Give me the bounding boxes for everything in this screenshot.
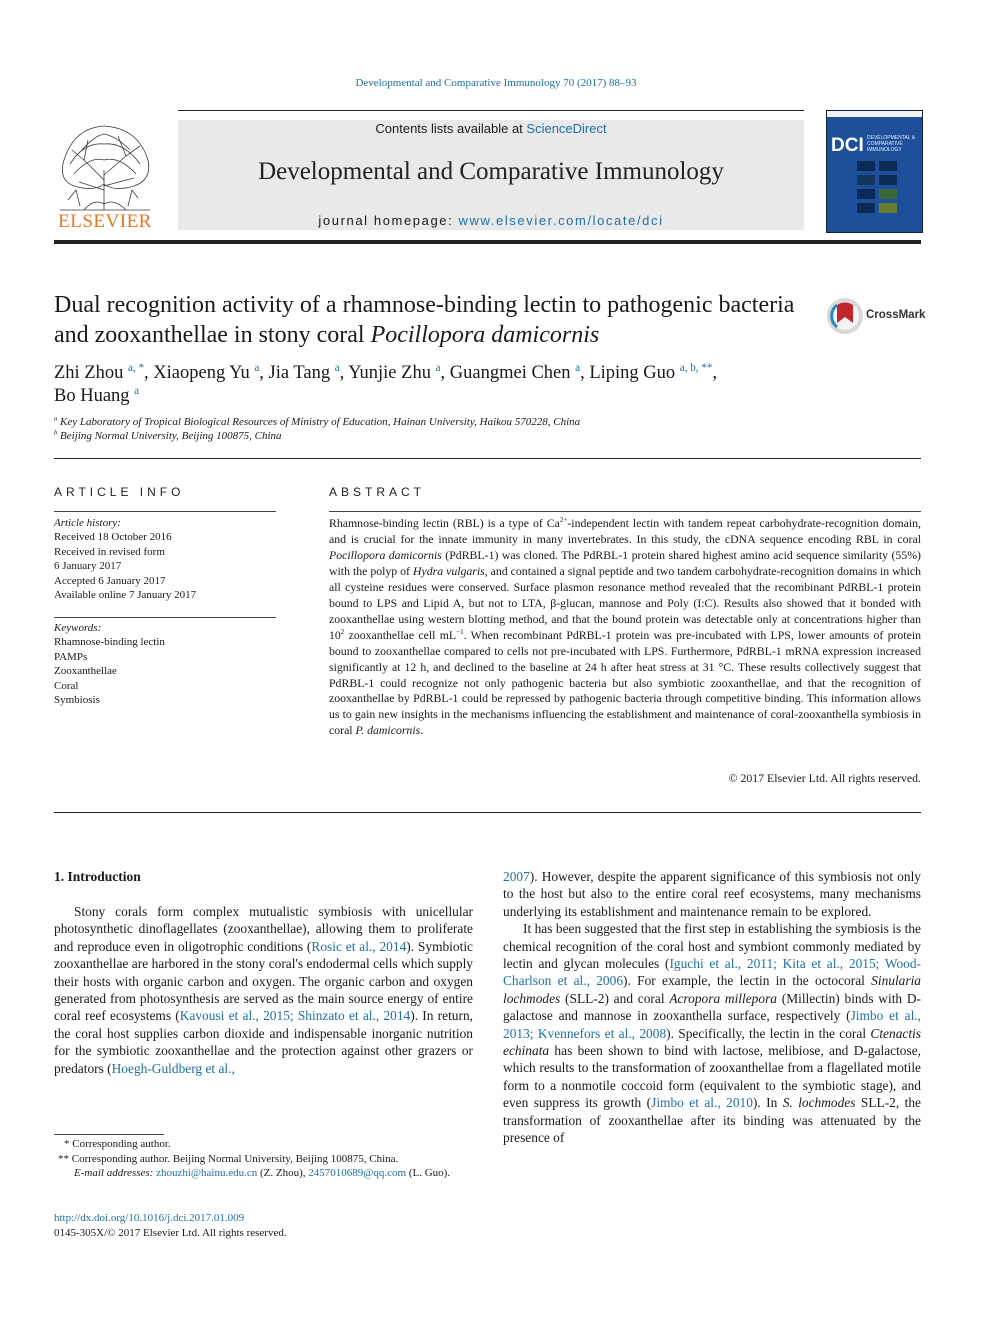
citation-link[interactable]: Iguchi et al., 2011; Kita et al., 2015; Wood-Charlson et al., 2006 <box>503 956 921 989</box>
history-item: Received 18 October 2016 <box>54 531 172 544</box>
author-affiliation-mark[interactable]: a <box>435 361 441 374</box>
author-name: Guangmei Chen <box>449 363 571 383</box>
journal-cover-thumbnail <box>826 110 923 233</box>
author-name: Bo Huang <box>54 386 130 406</box>
author-affiliation-mark[interactable]: a, * <box>128 361 145 374</box>
email-link-guo[interactable]: 2457010689@qq.com <box>308 1167 407 1180</box>
doi-block <box>54 1211 287 1240</box>
abstract-text: Rhamnose-binding lectin (RBL) is a type of $Ca^{2+}$-independent lectin with tandem repeat carbohydrate-recognition domain, and is crucial for the innate immunity in many invertebrates. In this study, the cDNA sequence encoding RBL in coral Pocillopora damicornis (PdRBL-1) was cloned. The PdRBL-1 protein shared highest amino acid sequence similarity (55%) with the polyp of Hydra vulgaris, and contained a signal peptide and two tandem carbohydrate-recognition domains in which all cysteine residues were conserved. Surface plasmon resonance method revealed that the recombinant PdRBL-1 protein bound to LPS and Lipid A, but not to LTA, β-glucan, mannose and Poly (I:C). Results also showed that it bonded with zooxanthellae using western blotting method, and that the bound protein was detectable only at concentrations higher than $10^2$ zooxanthellae cell $mL^{-1}$. When recombinant PdRBL-1 protein was pre-incubated with LPS, lower amounts of protein bound to zooxanthellae compared to cells not pre-incubated with LPS. Furthermore, PdRBL-1 mRNA expression increased significantly at 12 h, and declined to the baseline at 24 h after heat stress at 31 °C. These results collectively suggest that PdRBL-1 could recognize not only pathogenic bacteria but also symbiotic zooxanthellae, and that the recognition of zooxanthellae by PdRBL-1 could be repressed by pathogenic bacteria through competitive binding. This information allows us to gain new insights in the mechanisms influencing the establishment and maintenance of coral-zooxanthella symbiosis in coral P. damicornis. <box>329 516 921 738</box>
author-affiliation-mark[interactable]: a <box>134 384 140 397</box>
elsevier-tree-icon <box>54 120 156 214</box>
journal-homepage-link[interactable]: www.elsevier.com/locate/dci <box>458 213 664 228</box>
affiliation-b-text: Beijing Normal University, Beijing 100875, China <box>60 430 282 442</box>
crossmark-icon <box>826 297 864 335</box>
keywords-label: Keywords: <box>54 622 102 634</box>
journal-homepage-line <box>178 213 804 228</box>
journal-reference-link[interactable]: Developmental and Comparative Immunology 70 (2017) 88–93 <box>355 77 637 89</box>
affiliation-a-text: Key Laboratory of Tropical Biological Resources of Ministry of Education, Hainan University, Haikou 570228, China <box>60 416 581 428</box>
article-info-rule <box>54 511 276 512</box>
keyword-item: Symbiosis <box>54 694 100 707</box>
author-affiliation-mark[interactable]: a, b, ** <box>679 361 713 374</box>
article-title-species: Pocillopora damicornis <box>370 322 600 348</box>
history-item: 6 January 2017 <box>54 560 122 573</box>
abstract-rule <box>329 511 921 512</box>
keywords <box>54 621 276 707</box>
author-separator: , <box>339 363 349 383</box>
homepage-prefix: journal homepage: <box>318 213 459 228</box>
elsevier-logo <box>54 120 156 232</box>
crossmark-label: CrossMark <box>866 309 926 321</box>
author-affiliation-mark[interactable]: a <box>254 361 260 374</box>
intro-paragraph-1: Stony corals form complex mutualistic symbiosis with unicellular photosynthetic dinoflagellates (zooxanthellae), allowing them to proliferate and reproduce even in oligotrophic conditions (Rosic et al., 2014). Symbiotic zooxanthellae are harbored in the stony coral's endodermal cells which supply their hosts with organic carbon and oxygen. The organic carbon and oxygen generated from photosynthesis are served as the main source energy of entire coral reef ecosystems (Kavousi et al., 2015; Shinzato et al., 2014). In return, the coral host supplies carbon dioxide and indispensable inorganic nutrition for the symbiotic zooxanthellae and the protection against other grazers or predators (Hoegh-Guldberg et al., <box>54 904 473 1076</box>
contents-prefix: Contents lists available at <box>375 121 527 136</box>
email-label: E-mail addresses: <box>74 1167 154 1180</box>
affiliation-b <box>54 429 934 443</box>
keyword-item: Coral <box>54 679 79 692</box>
footnote-rule <box>54 1134 164 1135</box>
citation-link[interactable]: Rosic et al., 2014 <box>311 938 407 954</box>
intro-paragraph-1-cont: 2007). However, despite the apparent significance of this symbiosis not only to the host but also to the entire coral reef ecosystems, many mechanisms underlying its establishment and maintenance remain to be explored. <box>503 869 921 919</box>
author-list <box>54 362 834 408</box>
author-separator: , <box>259 363 269 383</box>
article-title <box>54 290 804 350</box>
affiliation-b-mark: b <box>54 429 58 437</box>
author-separator: , <box>580 363 590 383</box>
footnote-text: Corresponding author. <box>72 1138 171 1150</box>
affiliations <box>54 415 934 443</box>
citation-link[interactable]: Jimbo et al., 2013; Kvennefors et al., 2008 <box>503 1008 921 1041</box>
author-separator: , <box>712 363 718 383</box>
crossmark-badge[interactable] <box>826 297 926 337</box>
author-separator: , <box>440 363 450 383</box>
history-item: Received in revised form <box>54 545 165 558</box>
footnote-corresponding-2: ** Corresponding author. Beijing Normal University, Beijing 100875, China. <box>58 1152 399 1165</box>
cover-subtitle: DEVELOPMENTAL & COMPARATIVE IMMUNOLOGY <box>867 135 916 153</box>
abstract-bottom-rule <box>54 812 921 813</box>
header-top-rule <box>178 110 804 111</box>
title-bottom-rule <box>54 458 921 459</box>
affiliation-a-mark: a <box>54 415 58 423</box>
elsevier-wordmark: ELSEVIER <box>58 211 152 232</box>
contents-line <box>178 121 804 136</box>
affiliation-a <box>54 415 934 429</box>
intro-paragraph-2: It has been suggested that the first step in establishing the symbiosis is the chemical recognition of the coral host and symbiont commonly mediated by lectin and glycan molecules (Iguchi et al., 2011; Kita et al., 2015; Wood-Charlson et al., 2006). For example, the lectin in the octocoral Sinularia lochmodes (SLL-2) and coral Acropora millepora (Millectin) binds with D-galactose and mannose in zooxanthella surface, respectively (Jimbo et al., 2013; Kvennefors et al., 2008). Specifically, the lectin in the coral Ctenactis echinata has been shown to bind with lactose, melibiose, and D-galactose, which results to the transformation of zooxanthellae from a flagellated motile form to a nonmotile coccoid form (equivalent to the symbiotic stage), and even suppress its growth (Jimbo et al., 2010). In S. lochmodes SLL-2, the transformation of zooxanthellae after its binding was attenuated by the presence of <box>503 921 922 1146</box>
doi-link[interactable]: http://dx.doi.org/10.1016/j.dci.2017.01.009 <box>54 1212 245 1224</box>
keyword-item: PAMPs <box>54 650 88 663</box>
article-info-heading: ARTICLE INFO <box>54 485 185 499</box>
footnote-corresponding-1: * Corresponding author. <box>64 1138 171 1150</box>
author-affiliation-mark[interactable]: a <box>575 361 581 374</box>
email-owner-guo: (L. Guo). <box>408 1167 451 1180</box>
author-name: Xiaopeng Yu <box>153 363 250 383</box>
cover-image-panels-icon <box>857 161 907 217</box>
citation-link[interactable]: 2007 <box>503 869 530 884</box>
body-column-left <box>54 903 473 1077</box>
email-link-zhou[interactable]: zhouzhi@hainu.edu.cn <box>156 1167 258 1180</box>
author-name: Zhi Zhou <box>54 363 124 383</box>
section-heading-introduction: 1. Introduction <box>54 869 141 884</box>
keyword-item: Zooxanthellae <box>54 665 117 678</box>
abstract-copyright: © 2017 Elsevier Ltd. All rights reserved. <box>728 771 921 785</box>
author-affiliation-mark[interactable]: a <box>334 361 340 374</box>
author-name: Liping Guo <box>589 363 676 383</box>
email-owner-zhou: (Z. Zhou), <box>260 1167 306 1180</box>
body-column-right <box>503 868 921 1147</box>
journal-title: Developmental and Comparative Immunology <box>258 158 724 185</box>
history-label: Article history: <box>54 517 121 529</box>
footnote-emails <box>54 1166 473 1181</box>
abstract-heading: ABSTRACT <box>329 485 426 499</box>
history-item: Available online 7 January 2017 <box>54 589 197 602</box>
cover-abbrev: DCI <box>831 135 864 156</box>
footnotes <box>54 1137 473 1181</box>
citation-link[interactable]: Jimbo et al., 2010 <box>651 1095 753 1111</box>
header-thick-rule <box>54 240 921 244</box>
author-name: Jia Tang <box>268 363 331 383</box>
history-item: Accepted 6 January 2017 <box>54 574 166 587</box>
article-history <box>54 516 276 602</box>
issn-line: 0145-305X/© 2017 Elsevier Ltd. All rights reserved. <box>54 1226 287 1239</box>
keyword-item: Rhamnose-binding lectin <box>54 636 165 649</box>
citation-link[interactable]: Kavousi et al., 2015; Shinzato et al., 2014 <box>179 1008 411 1024</box>
sciencedirect-link[interactable]: ScienceDirect <box>526 121 607 136</box>
cover-top-strip <box>827 111 922 117</box>
author-separator: , <box>144 363 154 383</box>
author-name: Yunjie Zhu <box>348 363 431 383</box>
citation-link[interactable]: Hoegh-Guldberg et al., <box>111 1060 235 1076</box>
footnote-text: Corresponding author. Beijing Normal University, Beijing 100875, China. <box>71 1152 399 1165</box>
keywords-rule <box>54 617 276 618</box>
article-title-main: Dual recognition activity of a rhamnose-binding lectin to pathogenic bacteria and zooxanthellae in stony coral <box>54 292 795 348</box>
